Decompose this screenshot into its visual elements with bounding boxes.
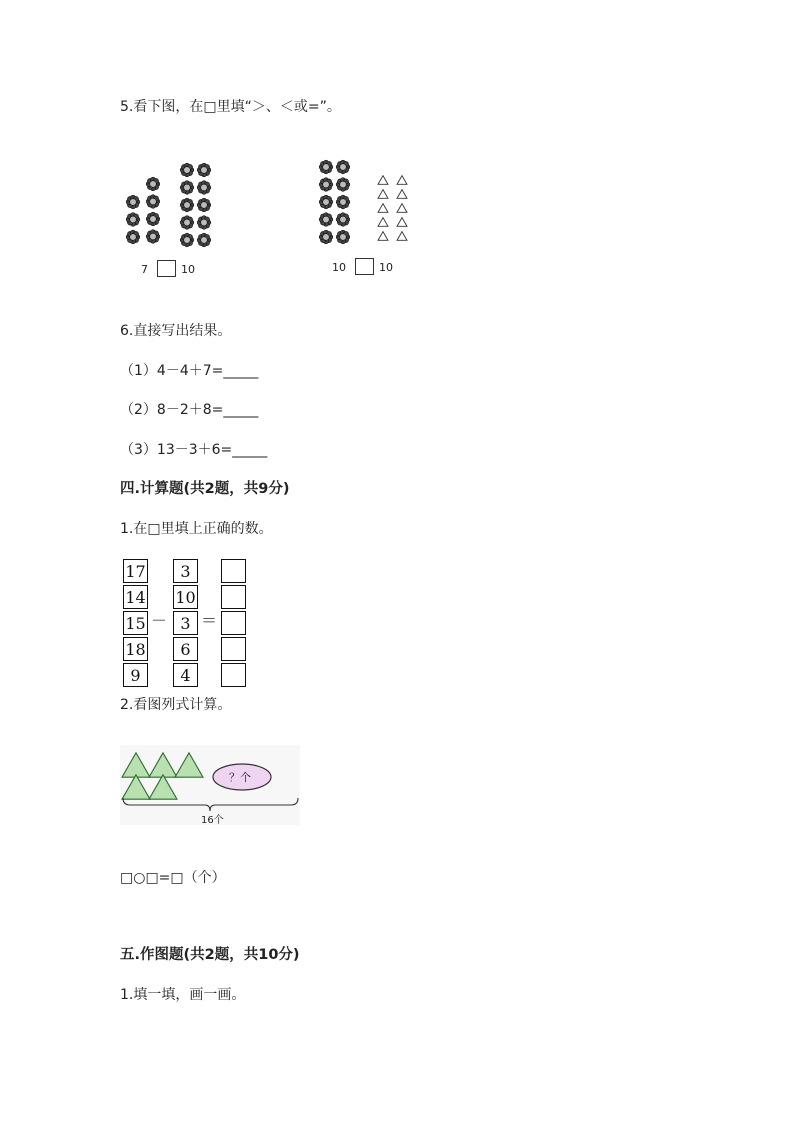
s5-q1-title: 1.填一填，画一画。 [120,987,246,1003]
col1-cell: 18 [123,637,148,661]
green-triangle-icon [175,753,203,777]
col2-cell: 4 [173,663,198,687]
col1-cell: 15 [123,611,148,635]
minus-sign: － [151,611,168,630]
col2-cell: 3 [173,611,198,635]
q5-left-label-b: 10 [181,263,195,276]
green-triangle-icon [149,775,177,799]
q6-item-3: （3）13－3＋6=_____ [120,442,268,458]
formula-line: □○□=□（个） [120,870,226,886]
q6-item-2: （2）8－2＋8=_____ [120,402,259,418]
total-brace [123,798,298,811]
col1-cell: 9 [123,663,148,687]
q5-left-label-a: 7 [141,263,148,276]
q6-item-1: （1）4－4＋7=_____ [120,363,259,379]
s4-q1-title: 1.在□里填上正确的数。 [120,521,273,537]
q5-title: 5.看下图，在□里填“＞、＜或=”。 [120,99,341,115]
section5-heading: 五.作图题(共2题，共10分) [120,947,300,963]
col2-cell: 3 [173,559,198,583]
col1-cell: 14 [123,585,148,609]
col2-cell: 10 [173,585,198,609]
oval-label: ？个 [229,771,251,784]
col2-cell: 6 [173,637,198,661]
q5-right-label-a: 10 [332,261,346,274]
q5-right-label-b: 10 [379,261,393,274]
green-triangle-icon [149,753,177,777]
equals-sign: ＝ [201,611,218,630]
section4-heading: 四.计算题(共2题，共9分) [120,481,290,497]
q6-title: 6.直接写出结果。 [120,323,232,339]
total-label: 16个 [201,815,224,826]
s4-q2-title: 2.看图列式计算。 [120,697,232,713]
green-triangle-icon [122,775,150,799]
col1-cell: 17 [123,559,148,583]
green-triangle-icon [122,753,150,777]
